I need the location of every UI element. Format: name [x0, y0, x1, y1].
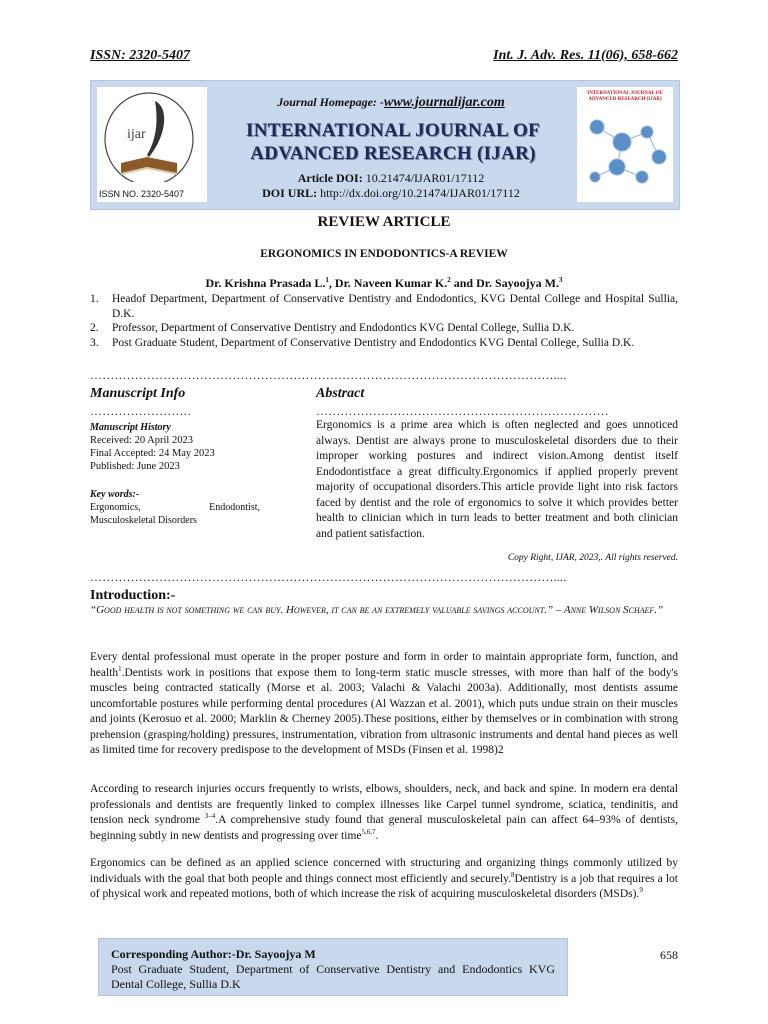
intro-p3-text: Dentistry is a job that requires a lot of physical work and repeated motions, both of which increase the risk of acquiring musculoskeletal disorders (MSDs).: [90, 872, 679, 900]
abstract-heading: Abstract: [316, 386, 365, 401]
homepage-link[interactable]: www.journalijar.com: [383, 95, 505, 110]
intro-p2-text: According to research injuries occurs frequently to wrists, elbows, shoulders, neck, and back and spine. In modern era dental professionals and dentists are frequently linked to complex illnesses like Carpel tunnel syndrome, sciatica, tendinitis, and tension neck syndrome: [90, 783, 678, 826]
citation-sup: 8: [511, 870, 515, 879]
history-label: Manuscript History: [90, 422, 171, 433]
citation-sup: 9: [639, 886, 643, 895]
journal-banner: [90, 80, 680, 210]
affiliation-item: [90, 292, 678, 321]
manuscript-history: [90, 421, 270, 473]
manuscript-info-heading: Manuscript Info: [90, 386, 186, 401]
introduction-heading: Introduction:-: [90, 588, 176, 603]
intro-paragraph-2: [90, 782, 678, 844]
logo-left-issn: ISSN NO. 2320-5407: [99, 189, 185, 199]
abstract-text: Ergonomics is a prime area which is often neglected and goes unnoticed always. Dentist are always prone to musculoskeletal disorders due to their improper working postures and indirect vision.Among dentist itself Endodontistface a great difficulty.Ergonomics if applied properly prevent majority of occupational disorders.This article provide light into risk factors faced by dentist and the role of ergonomics to solve it which provides better health to clinician which in turn leads to better treatment and both clinician and patient satisfaction.: [316, 419, 678, 540]
journal-title-line2: ADVANCED RESEARCH (IJAR): [250, 143, 536, 164]
citation-sup: 1: [118, 664, 122, 673]
intro-p1-text: Every dental professional must operate in the proper posture and form in order to maintain appropriate form, function, and health: [90, 651, 678, 679]
affiliation-item: [90, 321, 678, 336]
ijar-logo: [97, 87, 207, 202]
cover-title: INTERNATIONAL JOURNAL OF ADVANCED RESEARCH (IJAR): [587, 91, 663, 102]
homepage-label: Journal Homepage: -: [277, 95, 384, 109]
keyword: Musculoskeletal Disorders: [90, 515, 197, 526]
dotted-separator: ……………………………………………………………………………………………………....: [90, 368, 567, 382]
affiliation-number: 1.: [90, 293, 99, 305]
journal-homepage: [211, 95, 571, 111]
accepted-date: Final Accepted: 24 May 2023: [90, 448, 215, 459]
intro-quote: “Good health is not something we can buy. However, it can be an extremely valuable savings account.” – Anne Wilson Schaef.”: [90, 604, 664, 616]
copyright: Copy Right, IJAR, 2023,. All rights reserved.: [507, 553, 678, 563]
author-name: Dr. Sayoojya M.: [476, 276, 559, 290]
intro-paragraph-3: [90, 856, 678, 903]
dotted-separator-left: …………………….: [90, 404, 191, 418]
article-title: ERGONOMICS IN ENDODONTICS-A REVIEW: [260, 248, 508, 260]
journal-title: [203, 119, 583, 165]
keywords: [90, 488, 260, 527]
author-sep: and: [450, 276, 477, 290]
dotted-separator: ……………………………………………………………………………………………………....: [90, 570, 567, 584]
intro-p2-text: .: [375, 829, 379, 842]
doi-block: [211, 171, 571, 201]
affiliation-text: Post Graduate Student, Department of Conservative Dentistry and Endodontics KVG Dental College, Sullia D.K.: [112, 336, 635, 349]
intro-p3-text: Ergonomics can be defined as an applied science concerned with structuring and organizing things commonly utilized by individuals with the goal that both people and things connect most efficiently and securely.: [90, 857, 678, 885]
corresponding-author-text: Post Graduate Student, Department of Conservative Dentistry and Endodontics KVG Dental College, Sullia D.K: [111, 962, 555, 991]
author-sep: ,: [328, 276, 335, 290]
keyword: Endodontist,: [209, 502, 260, 513]
dotted-separator-right: ………………………………………………………………: [316, 404, 609, 418]
journal-cover: [577, 87, 673, 202]
affiliation-number: 2.: [90, 322, 99, 334]
intro-paragraph-1: [90, 650, 678, 759]
doi-url-link[interactable]: http://dx.doi.org/10.21474/IJAR01/17112: [320, 186, 520, 200]
logo-left-text: ijar: [127, 127, 146, 142]
intro-p2-text: .A comprehensive study found that general musculoskeletal pain can affect 64–93% of dentists, beginning subtly in new dentists and progressing over time: [90, 814, 678, 842]
keywords-label: Key words:-: [90, 489, 140, 500]
doi-label: Article DOI:: [297, 171, 363, 185]
citation-sup: 5,6,7: [361, 827, 376, 836]
issn-header: ISSN: 2320-5407: [90, 48, 190, 63]
article-type: REVIEW ARTICLE: [317, 214, 451, 230]
citation-sup: 3–4: [204, 812, 216, 821]
citation-header: Int. J. Adv. Res. 11(06), 658-662: [493, 48, 678, 63]
affiliation-text: Headof Department, Department of Conservative Dentistry and Endodontics, KVG Dental College and Hospital Sullia, D.K.: [112, 293, 678, 320]
journal-title-line1: INTERNATIONAL JOURNAL OF: [246, 120, 540, 141]
affiliation-number: 3.: [90, 336, 99, 349]
author-list: [90, 276, 678, 291]
author-name: Dr. Naveen Kumar K.: [334, 276, 448, 290]
author-sup: 1: [325, 276, 329, 284]
published-date: Published: June 2023: [90, 461, 180, 472]
corresponding-author-box: [98, 938, 568, 996]
received-date: Received: 20 April 2023: [90, 435, 193, 446]
keyword: Ergonomics,: [90, 502, 141, 513]
author-name: Dr. Krishna Prasada L.: [205, 276, 326, 290]
affiliation-text: Professor, Department of Conservative Dentistry and Endodontics KVG Dental College, Sullia D.K.: [112, 322, 575, 334]
intro-p1-text: .Dentists work in positions that expose them to long-term static muscle stresses, with more than half of the body's muscles being contracted statically (Morse et al. 2003; Valachi & Valachi 2003a). Additionally, most dentists assume uncomfortable postures while performing dental procedures (Al Wazzan et al. 2001), which puts undue strain on their muscles and joints (Kerosuo et al. 2000; Marklin & Cherney 2005).These positions, either by themselves or in combination with strong prehension (grasping/holding) pressures, instrumentation, vibration from ultrasonic instruments and dental hand pieces as well as limited time for recovery predispose to the development of MSDs (Finsen et al. 1998)2: [90, 666, 678, 756]
affiliation-list: [90, 292, 678, 350]
author-sup: 2: [447, 276, 451, 284]
affiliation-item: [90, 336, 678, 351]
corresponding-author-label: Corresponding Author:-Dr. Sayoojya M: [111, 947, 316, 961]
quill-book-icon: [97, 87, 207, 202]
molecule-icon: [577, 107, 673, 197]
doi-url-label: DOI URL:: [262, 186, 318, 200]
page-number: 658: [660, 948, 678, 962]
author-sup: 3: [559, 276, 563, 284]
doi-value: 10.21474/IJAR01/17112: [365, 171, 485, 185]
